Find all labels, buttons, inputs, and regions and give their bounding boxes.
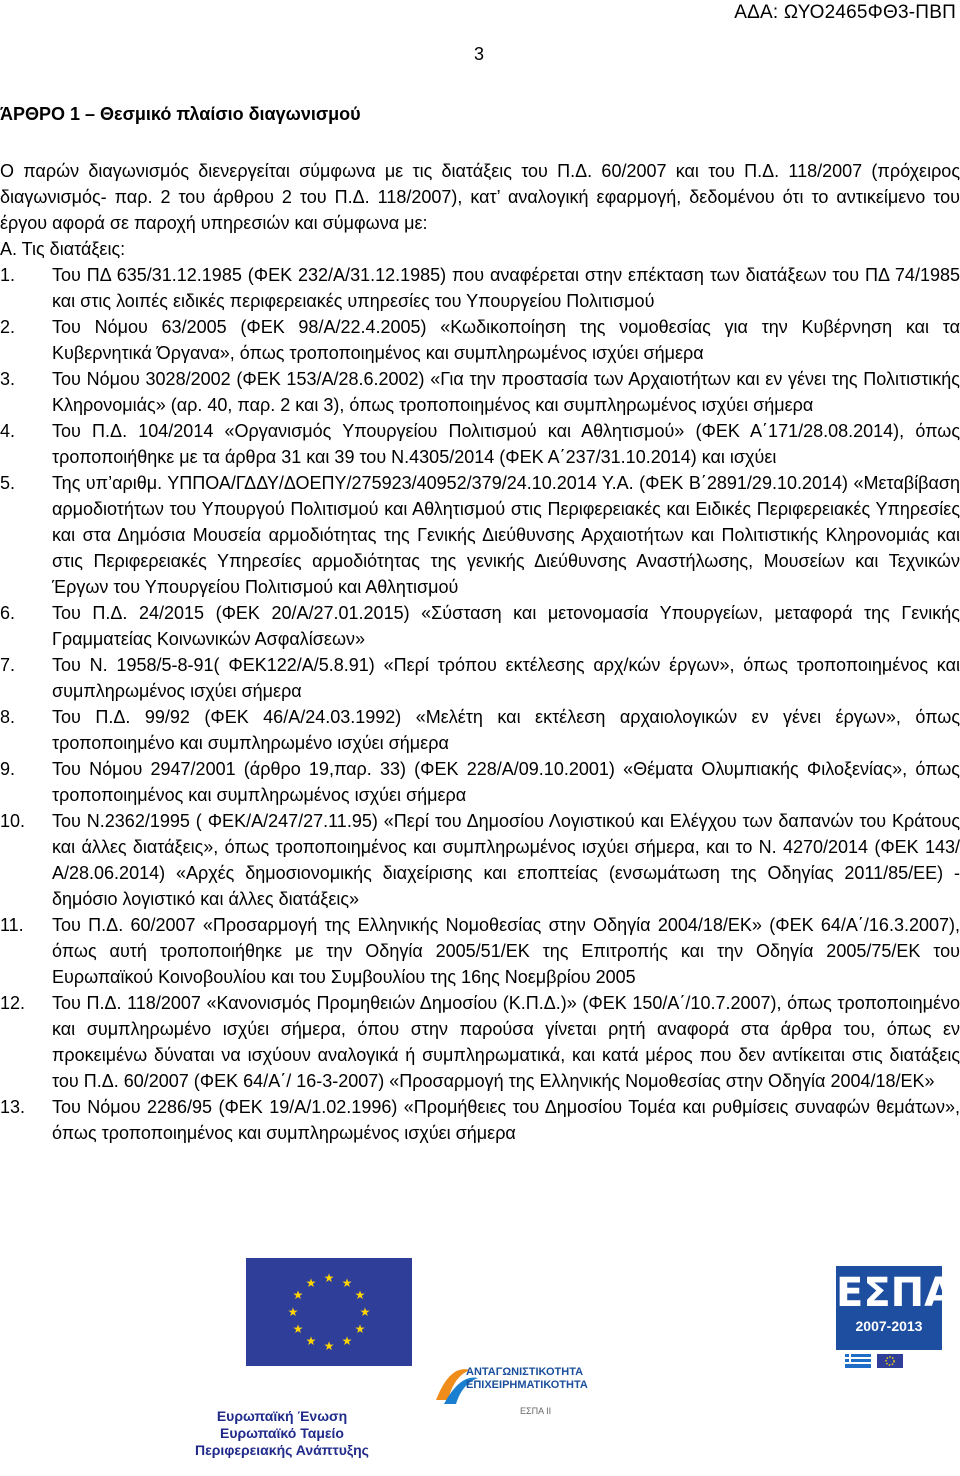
list-number: 11. (0, 915, 24, 935)
svg-text:★: ★ (323, 1339, 335, 1353)
competitiveness-title (466, 1366, 588, 1392)
espa-label: ΕΣΠΑ (836, 1270, 956, 1316)
list-text: Του Νόμου 3028/2002 (ΦΕΚ 153/Α/28.6.2002) «Για την προστασία των Αρχαιοτήτων και εν γένει της Πολιτιστικής Κληρονομιάς» (αρ. 40, παρ. 2 και 3), όπως τροποποιημένος και συμπληρωμένος ισχύει σήμερα (52, 369, 960, 415)
list-number: 9. (0, 759, 16, 779)
eu-caption-line: Ευρωπαϊκό Ταμείο (220, 1425, 344, 1441)
list-item (0, 366, 960, 418)
article-heading: ΆΡΘΡΟ 1 – Θεσμικό πλαίσιο διαγωνισμού (0, 104, 361, 124)
list-number: 7. (0, 655, 16, 675)
list-item (0, 652, 960, 704)
list-text: Του Ν. 1958/5-8-91( ΦΕΚ122/Α/5.8.91) «Περί τρόπου εκτέλεσης αρχ/κών έργων», όπως τροποποιημένος και συμπληρωμένος ισχύει σήμερα (52, 655, 960, 701)
eu-stars-icon (246, 1258, 412, 1366)
eu-caption-line: Περιφερειακής Ανάπτυξης (195, 1442, 369, 1458)
list-number: 2. (0, 317, 16, 337)
list-item (0, 990, 960, 1094)
svg-text:★: ★ (305, 1334, 317, 1348)
svg-text:★: ★ (359, 1305, 371, 1319)
list-item (0, 314, 960, 366)
espa-ii-label: ΕΣΠΑ ΙΙ (520, 1406, 552, 1416)
list-text: Του Π.Δ. 118/2007 «Κανονισμός Προμηθειών Δημοσίου (Κ.Π.Δ.)» (ΦΕΚ 150/Α΄/10.7.2007), όπως τροποποιημένο και συμπληρωμένο ισχύει σήμερα, όπου στην παρούσα γίνεται ρητή αναφορά στα άρθρα του, όπως εν προκειμένω δύναται να ισχύουν αναλογικά ή συμπληρωματικά, και κατά μέρος που δεν αντίκειται στις διατάξεις του Π.Δ. 60/2007 (ΦΕΚ 64/Α΄/ 16-3-2007) «Προσαρμογή της Ελληνικής Νομοθεσίας στην Οδηγία 2004/18/ΕΚ» (52, 993, 960, 1091)
list-item (0, 418, 960, 470)
svg-text:★: ★ (341, 1334, 353, 1348)
list-number: 6. (0, 603, 16, 623)
svg-text:★: ★ (292, 1288, 304, 1302)
list-item (0, 262, 960, 314)
comp-line: ΑΝΤΑΓΩΝΙΣΤΙΚΟΤΗΤΑ (466, 1366, 584, 1378)
intro-paragraph: Ο παρών διαγωνισμός διενεργείται σύμφωνα με τις διατάξεις του Π.Δ. 60/2007 και του Π.Δ. 118/2007 (πρόχειρος διαγωνισμός- παρ. 2 του άρθρου 2 του Π.Δ. 118/2007), κατ’ αναλογική εφαρμογή, δεδομένου ότι το αντικείμενο του έργου αφορά σε παροχή υπηρεσιών και σύμφωνα με: (0, 161, 960, 233)
list-text: Της υπ’αριθμ. ΥΠΠΟΑ/ΓΔΔΥ/ΔΟΕΠΥ/275923/40952/379/24.10.2014 Υ.Α. (ΦΕΚ Β΄2891/29.10.2014) «Μεταβίβαση αρμοδιοτήτων του Υπουργού Πολιτισμού και Αθλητισμού στις Περιφερειακές και Ειδικές Περιφερειακές Υπηρεσίες και στα Δημόσια Μουσεία αρμοδιότητας της Γενικής Διεύθυνσης Αρχαιοτήτων και Πολιτιστικής Κληρονομιάς και στις Περιφερειακές Υπηρεσίες αρμοδιότητας της γενικής Διεύθυνσης Αναστήλωσης, Μουσείων και Τεχνικών Έργων του Υπουργείου Πολιτισμού και Αθλητισμού (52, 473, 960, 597)
list-item (0, 756, 960, 808)
svg-text:★: ★ (354, 1322, 366, 1336)
svg-text:★: ★ (287, 1305, 299, 1319)
list-number: 4. (0, 421, 16, 441)
espa-years: 2007-2013 (855, 1318, 923, 1334)
eu-caption (192, 1408, 372, 1459)
ada-code: ΑΔΑ: ΩΥΟ2465ΦΘ3-ΠΒΠ (734, 2, 956, 23)
svg-text:★: ★ (323, 1271, 335, 1285)
page-number: 3 (474, 44, 485, 64)
list-number: 12. (0, 993, 26, 1013)
list-text: Του Νόμου 63/2005 (ΦΕΚ 98/Α/22.4.2005) «Κωδικοποίηση της νομοθεσίας για την Κυβέρνηση και τα Κυβερνητικά Όργανα», όπως τροποποιημένος και συμπληρωμένος ισχύει σήμερα (52, 317, 960, 363)
laws-list (0, 262, 960, 1146)
list-text: Του Νόμου 2947/2001 (άρθρο 19,παρ. 33) (ΦΕΚ 228/Α/09.10.2001) «Θέματα Ολυμπιακής Φιλοξενίας», όπως τροποποιημένος και συμπληρωμένος ισχύει σήμερα (52, 759, 960, 805)
list-text: Του Ν.2362/1995 ( ΦΕΚ/Α/247/27.11.95) «Περί του Δημοσίου Λογιστικού και Ελέγχου των δαπανών του Κράτους και άλλες διατάξεις», όπως τροποποιημένος και συμπληρωμένος ισχύει σήμερα, και το Ν. 4270/2014 (ΦΕΚ 143/Α/28.06.2014) «Αρχές δημοσιονομικής διαχείρισης και εποπτείας (ενσωμάτωση της Οδηγίας 2011/85/ΕΕ) - δημόσιο λογιστικό και άλλες διατάξεις» (52, 811, 960, 909)
greek-eu-flags-icon (845, 1352, 935, 1370)
intro-subheading: Α. Τις διατάξεις: (0, 239, 126, 259)
list-text: Του Νόμου 2286/95 (ΦΕΚ 19/Α/1.02.1996) «Προμήθειες του Δημοσίου Τομέα και ρυθμίσεις συναφών θεμάτων», όπως τροποποιημένος και συμπληρωμένος ισχύει σήμερα (52, 1097, 960, 1143)
list-text: Του ΠΔ 635/31.12.1985 (ΦΕΚ 232/Α/31.12.1985) που αναφέρεται στην επέκταση των διατάξεων του ΠΔ 74/1985 και στις λοιπές ειδικές περιφερειακές υπηρεσίες του Υπουργείου Πολιτισμού (52, 265, 960, 311)
svg-text:★: ★ (305, 1276, 317, 1290)
eu-caption-line: Ευρωπαϊκή Ένωση (216, 1408, 348, 1424)
list-item (0, 600, 960, 652)
svg-text:★: ★ (292, 1322, 304, 1336)
list-item (0, 704, 960, 756)
list-item (0, 1094, 960, 1146)
funding-footer (0, 1270, 960, 1476)
list-text: Του Π.Δ. 60/2007 «Προσαρμογή της Ελληνικής Νομοθεσίας στην Οδηγία 2004/18/ΕΚ» (ΦΕΚ 64/Α΄/16.3.2007), όπως αυτή τροποποιήθηκε με την Οδηγία 2005/51/ΕΚ της Επιτροπής και την Οδηγία 2005/75/ΕΚ του Ευρωπαϊκού Κοινοβουλίου και του Συμβουλίου της 16ης Νοεμβρίου 2005 (52, 915, 960, 987)
eu-flag-logo (246, 1258, 412, 1366)
comp-line: ΕΠΙΧΕΙΡΗΜΑΤΙΚΟΤΗΤΑ (466, 1379, 588, 1391)
list-item (0, 470, 960, 600)
list-number: 13. (0, 1097, 26, 1117)
list-item (0, 808, 960, 912)
espa-logo (836, 1266, 956, 1350)
list-number: 3. (0, 369, 16, 389)
svg-text:★: ★ (354, 1288, 366, 1302)
article-intro (0, 158, 960, 262)
list-number: 5. (0, 473, 16, 493)
list-text: Του Π.Δ. 104/2014 «Οργανισμός Υπουργείου Πολιτισμού και Αθλητισμού» (ΦΕΚ Α΄171/28.08.2014), όπως τροποποιήθηκε με τα άρθρα 31 και 39 του Ν.4305/2014 (ΦΕΚ Α΄237/31.10.2014) και ισχύει (52, 421, 960, 467)
list-number: 10. (0, 811, 26, 831)
list-text: Του Π.Δ. 24/2015 (ΦΕΚ 20/Α/27.01.2015) «Σύσταση και μετονομασία Υπουργείων, μεταφορά της Γενικής Γραμματείας Κοινωνικών Ασφαλίσεων» (52, 603, 960, 649)
list-item (0, 912, 960, 990)
list-number: 1. (0, 265, 16, 285)
svg-text:★: ★ (341, 1276, 353, 1290)
list-text: Του Π.Δ. 99/92 (ΦΕΚ 46/Α/24.03.1992) «Μελέτη και εκτέλεση αρχαιολογικών εν γένει έργων», όπως τροποποιημένο και συμπληρωμένο ισχύει σήμερα (52, 707, 960, 753)
list-number: 8. (0, 707, 16, 727)
